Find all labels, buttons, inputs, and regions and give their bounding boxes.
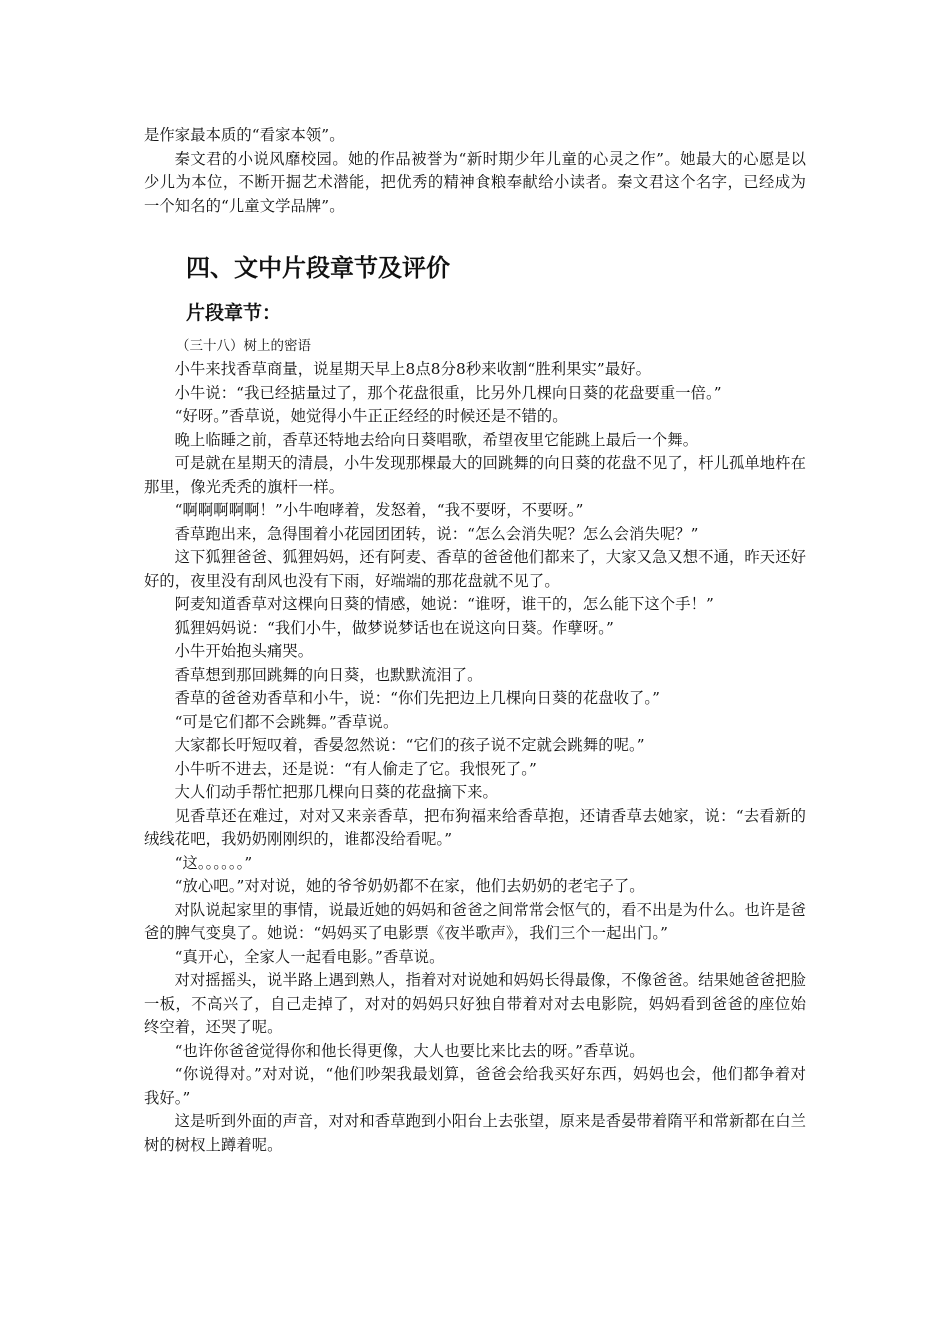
excerpt-paragraph: 这是听到外面的声音，对对和香草跑到小阳台上去张望，原来是香晏带着隋平和常新都在白兰树的树杈上蹲着呢。	[144, 1112, 806, 1154]
excerpt-paragraph: 对队说起家里的事情，说最近她的妈妈和爸爸之间常常会怄气的，看不出是为什么。也许是爸爸的脾气变臭了。她说：“妈妈买了电影票《夜半歌声》，我们三个一起出门。”	[144, 900, 806, 942]
excerpt-paragraph: 小牛开始抱头痛哭。	[174, 642, 314, 660]
excerpt-paragraph: 小牛听不进去，还是说：“有人偷走了它。我恨死了。”	[174, 759, 537, 778]
excerpt-paragraph: “好呀。”香草说，她觉得小牛正正经经的时候还是不错的。	[174, 407, 568, 425]
excerpt-paragraph: 见香草还在难过，对对又来亲香草，把布狗福来给香草抱，还请香草去她家，说：“去看新的绒线花吧，我奶奶刚刚织的，谁都没给看呢。”	[144, 806, 806, 848]
excerpt-paragraph: 香草想到那回跳舞的向日葵，也默默流泪了。	[174, 665, 483, 684]
chapter-title: （三十八）树上的密语	[176, 338, 311, 354]
excerpt-paragraph: “可是它们都不会跳舞。”香草说。	[174, 712, 399, 731]
excerpt-paragraph: “也许你爸爸觉得你和他长得更像，大人也要比来比去的呀。”香草说。	[174, 1041, 645, 1060]
excerpt-paragraph: 大家都长吁短叹着，香晏忽然说：“它们的孩子说不定就会跳舞的呢。”	[174, 736, 645, 754]
excerpt-body	[144, 358, 806, 1157]
excerpt-paragraph: 香草的爸爸劝香草和小牛，说：“你们先把边上几棵向日葵的花盘收了。”	[174, 689, 661, 707]
excerpt-paragraph: 可是就在星期天的清晨，小牛发现那棵最大的回跳舞的向日葵的花盘不见了，杆儿孤单地杵在那里，像光秃秃的旗杆一样。	[144, 454, 806, 496]
intro-paragraph: 秦文君的小说风靡校园。她的作品被誉为“新时期少年儿童的心灵之作”。她最大的心愿是以少儿为本位，不断开掘艺术潜能，把优秀的精神食粮奉献给小读者。秦文君这个名字，已经成为一个知名的“儿童文学品牌”。	[144, 149, 806, 215]
excerpt-paragraph: 这下狐狸爸爸、狐狸妈妈，还有阿麦、香草的爸爸他们都来了，大家又急又想不通，昨天还好好的，夜里没有刮风也没有下雨，好端端的那花盘就不见了。	[144, 548, 806, 590]
excerpt-paragraph: 对对摇摇头，说半路上遇到熟人，指着对对说她和妈妈长得最像，不像爸爸。结果她爸爸把脸一板，不高兴了，自己走掉了，对对的妈妈只好独自带着对对去电影院，妈妈看到爸爸的座位始终空着，还哭了呢。	[144, 971, 806, 1036]
section-subheading: 片段章节：	[186, 302, 282, 324]
excerpt-paragraph: “这。。。。。。”	[174, 853, 253, 872]
excerpt-paragraph: 小牛来找香草商量，说星期天早上8点8分8秒来收割“胜利果实”最好。	[174, 360, 652, 378]
excerpt-paragraph: 大人们动手帮忙把那几棵向日葵的花盘摘下来。	[174, 783, 498, 801]
excerpt-paragraph: “你说得对。”对对说，“他们吵架我最划算，爸爸会给我买好东西，妈妈也会，他们都争着对我好。”	[144, 1065, 806, 1107]
excerpt-paragraph: “放心吧。”对对说，她的爷爷奶奶都不在家，他们去奶奶的老宅子了。	[174, 877, 645, 895]
excerpt-paragraph: 香草跑出来，急得围着小花园团团转，说：“怎么会消失呢？怎么会消失呢？”	[174, 524, 699, 543]
document-page	[144, 124, 806, 1157]
excerpt-paragraph: 阿麦知道香草对这棵向日葵的情感，她说：“谁呀，谁干的，怎么能下这个手！”	[174, 595, 714, 613]
excerpt-paragraph: “真开心，全家人一起看电影。”香草说。	[174, 947, 445, 966]
section-heading: 四、文中片段章节及评价	[186, 254, 450, 282]
excerpt-paragraph: “啊啊啊啊啊！”小牛咆哮着，发怒着，“我不要呀，不要呀。”	[174, 501, 584, 519]
intro-paragraph: 是作家最本质的“看家本领”。	[144, 126, 345, 144]
excerpt-paragraph: 晚上临睡之前，香草还特地去给向日葵唱歌，希望夜里它能跳上最后一个舞。	[174, 430, 699, 449]
excerpt-paragraph: 狐狸妈妈说：“我们小牛，做梦说梦话也在说这向日葵。作孽呀。”	[174, 618, 614, 637]
excerpt-paragraph: 小牛说：“我已经掂量过了，那个花盘很重，比另外几棵向日葵的花盘要重一倍。”	[174, 383, 722, 402]
